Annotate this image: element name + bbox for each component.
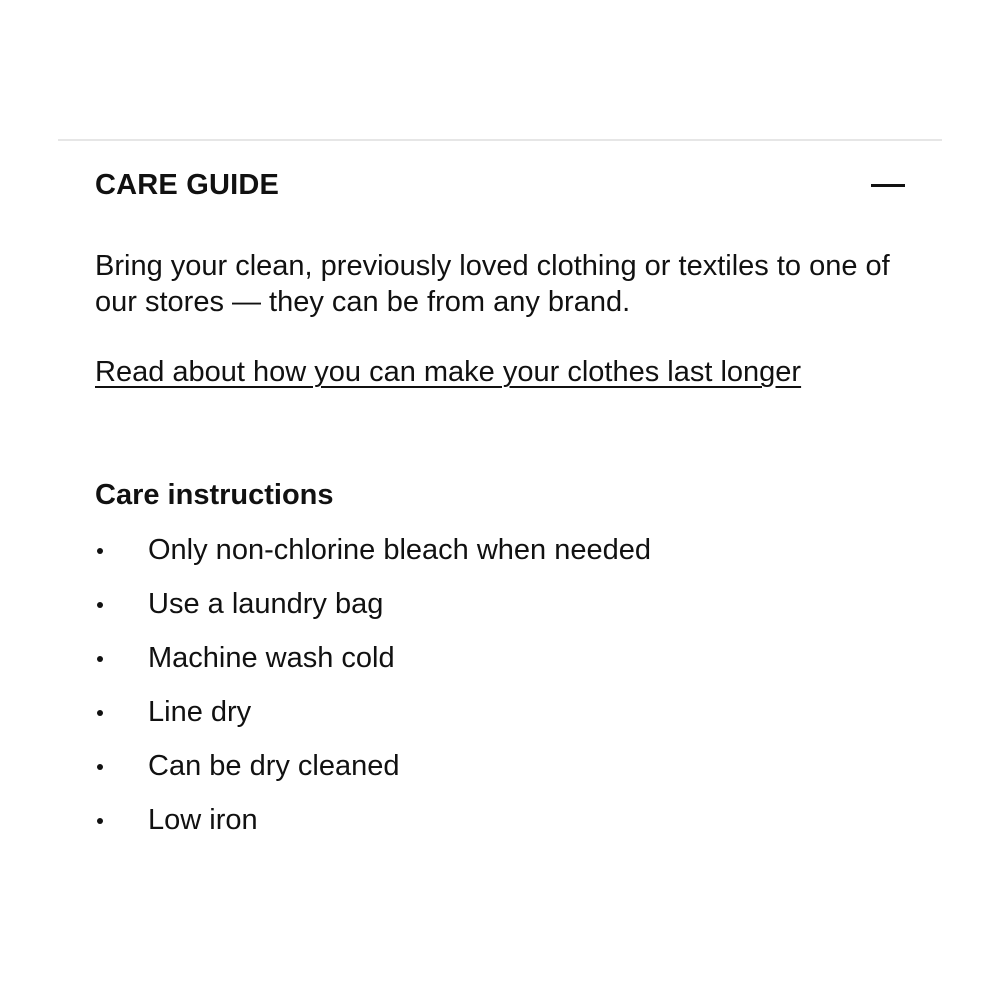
bullet-icon <box>97 710 103 716</box>
minus-icon[interactable] <box>870 170 906 200</box>
list-item <box>95 748 651 802</box>
care-guide-description: Bring your clean, previously loved clothing or textiles to one of our stores — they can be from any brand. <box>95 250 890 318</box>
list-item <box>95 586 651 640</box>
bullet-icon <box>97 764 103 770</box>
care-instruction-text: Line dry <box>148 696 252 728</box>
care-instruction-text: Low iron <box>148 804 258 836</box>
list-item <box>95 694 651 748</box>
care-instructions-list <box>95 532 651 856</box>
bullet-icon <box>97 548 103 554</box>
care-guide-accordion-header[interactable] <box>95 160 910 210</box>
care-guide-title: CARE GUIDE <box>95 168 280 201</box>
care-instruction-text: Machine wash cold <box>148 642 395 674</box>
clothes-last-longer-link[interactable]: Read about how you can make your clothes last longer <box>95 356 802 388</box>
care-instruction-text: Can be dry cleaned <box>148 750 400 782</box>
list-item <box>95 640 651 694</box>
care-instruction-text: Use a laundry bag <box>148 588 384 620</box>
list-item <box>95 532 651 586</box>
care-instructions-heading: Care instructions <box>95 479 334 511</box>
care-instruction-text: Only non-chlorine bleach when needed <box>148 534 652 566</box>
section-divider <box>58 139 942 141</box>
bullet-icon <box>97 818 103 824</box>
bullet-icon <box>97 602 103 608</box>
bullet-icon <box>97 656 103 662</box>
list-item <box>95 802 651 856</box>
